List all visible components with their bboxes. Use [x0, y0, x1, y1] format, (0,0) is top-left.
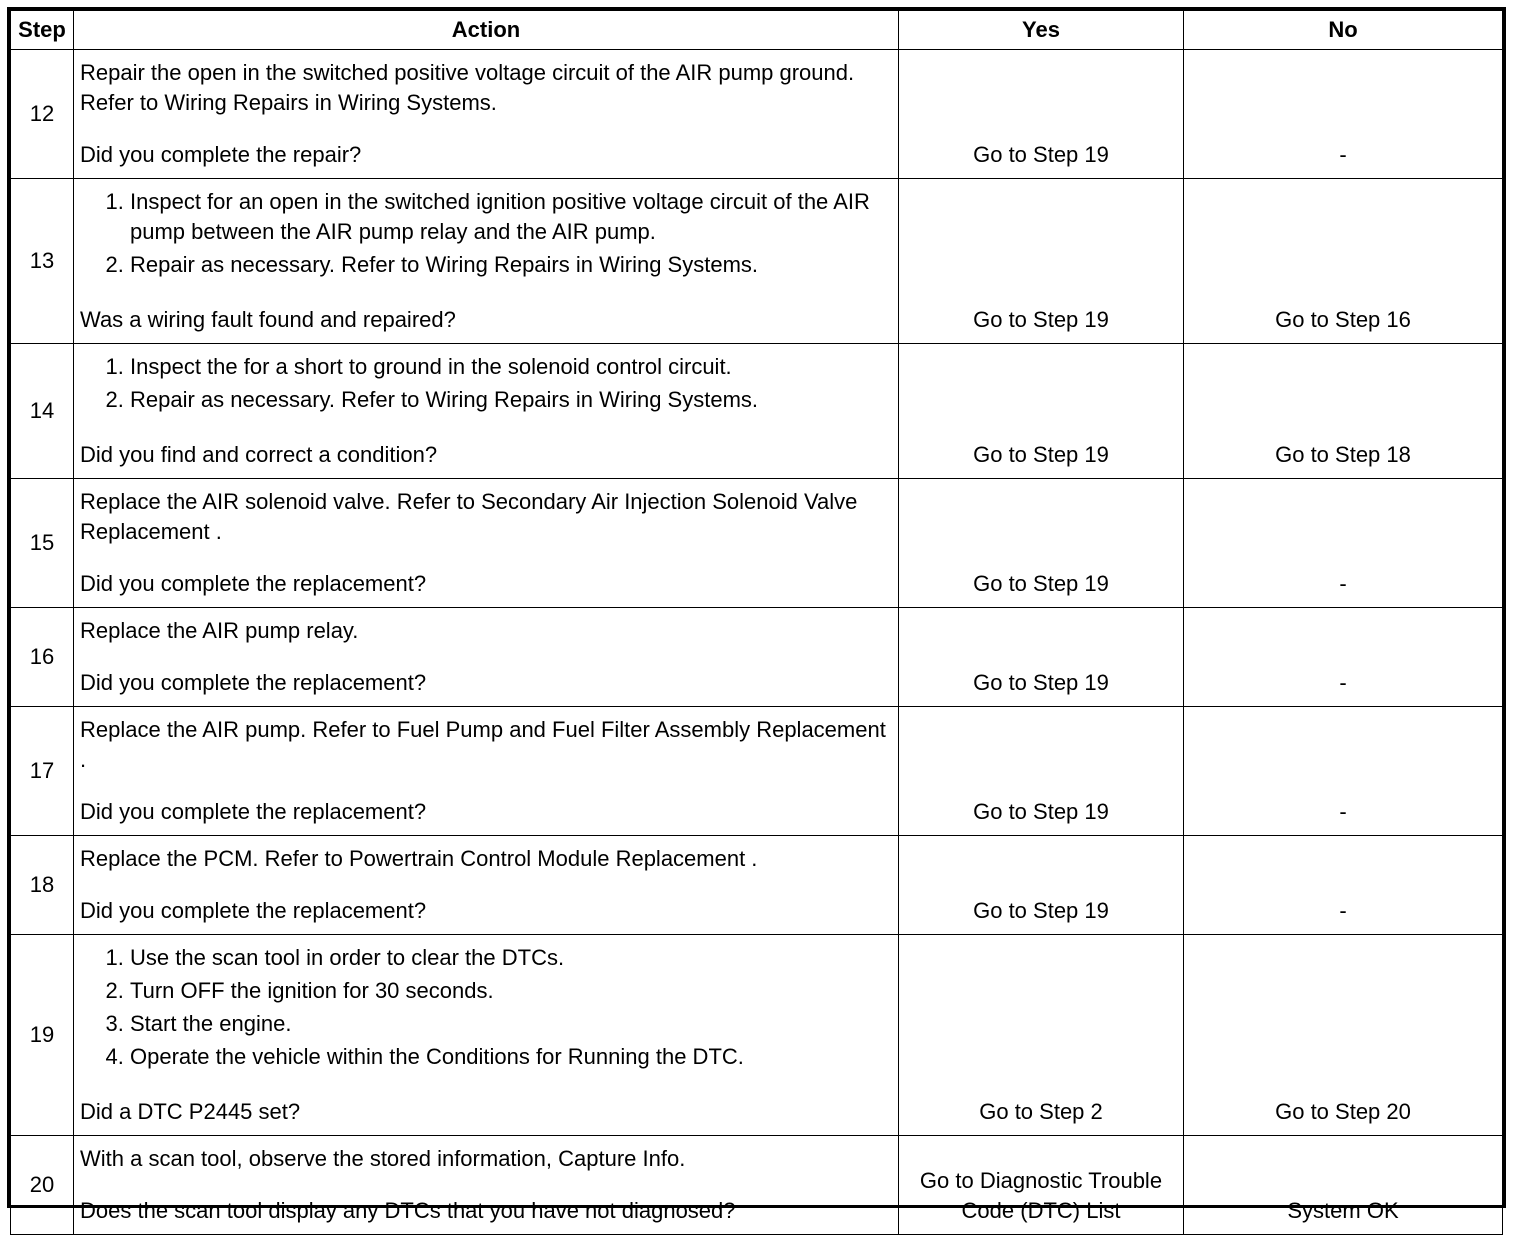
action-list [80, 187, 892, 280]
step-row-17 [11, 707, 1503, 836]
action-question: Did a DTC P2445 set? [80, 1099, 301, 1124]
action-question: Does the scan tool display any DTCs that you have not diagnosed? [80, 1198, 736, 1223]
step-number: 17 [11, 707, 74, 836]
step-number: 14 [11, 344, 74, 479]
no-cell: Go to Step 16 [1184, 179, 1503, 344]
header-row [11, 11, 1503, 50]
action-text: Replace the AIR solenoid valve. Refer to Secondary Air Injection Solenoid Valve Replacement . [80, 489, 858, 544]
yes-cell: Go to Step 2 [899, 935, 1184, 1136]
action-question: Did you complete the repair? [80, 142, 362, 167]
step-row-20 [11, 1136, 1503, 1235]
action-text: With a scan tool, observe the stored information, Capture Info. [80, 1146, 686, 1171]
no-cell: System OK [1184, 1136, 1503, 1235]
action-list-item: 2. Turn OFF the ignition for 30 seconds. [130, 976, 892, 1006]
no-cell: Go to Step 20 [1184, 935, 1503, 1136]
action-list-item: 2. Repair as necessary. Refer to Wiring Repairs in Wiring Systems. [130, 385, 892, 415]
step-number: 16 [11, 608, 74, 707]
yes-cell: Go to Diagnostic Trouble Code (DTC) List [899, 1136, 1184, 1235]
no-cell: - [1184, 707, 1503, 836]
action-list [80, 352, 892, 415]
step-row-13 [11, 179, 1503, 344]
diagnostic-table-page [7, 7, 1506, 1223]
action-list [80, 943, 892, 1072]
action-list-item: 4. Operate the vehicle within the Conditions for Running the DTC. [130, 1042, 892, 1072]
no-header: No [1184, 11, 1503, 50]
step-number: 12 [11, 50, 74, 179]
action-list-item: 2. Repair as necessary. Refer to Wiring Repairs in Wiring Systems. [130, 250, 892, 280]
action-list-item: 3. Start the engine. [130, 1009, 892, 1039]
action-text: Replace the AIR pump. Refer to Fuel Pump and Fuel Filter Assembly Replacement . [80, 717, 886, 772]
step-row-18 [11, 836, 1503, 935]
step-row-15 [11, 479, 1503, 608]
no-cell: - [1184, 836, 1503, 935]
step-number: 13 [11, 179, 74, 344]
action-list-item: 1. Inspect for an open in the switched ignition positive voltage circuit of the AIR pump between the AIR pump relay and the AIR pump. [130, 187, 892, 247]
action-cell [74, 479, 899, 608]
step-number: 20 [11, 1136, 74, 1235]
yes-cell: Go to Step 19 [899, 707, 1184, 836]
action-cell [74, 1136, 899, 1235]
action-text: Replace the AIR pump relay. [80, 618, 359, 643]
diagnostic-steps-table [10, 10, 1503, 1235]
action-cell [74, 608, 899, 707]
action-cell [74, 50, 899, 179]
no-cell: - [1184, 479, 1503, 608]
action-question: Did you complete the replacement? [80, 898, 427, 923]
action-list-item: 1. Inspect the for a short to ground in the solenoid control circuit. [130, 352, 892, 382]
action-question: Did you complete the replacement? [80, 670, 427, 695]
action-question: Did you complete the replacement? [80, 799, 427, 824]
action-question: Did you complete the replacement? [80, 571, 427, 596]
action-header: Action [74, 11, 899, 50]
no-cell: Go to Step 18 [1184, 344, 1503, 479]
action-cell [74, 935, 899, 1136]
step-number: 15 [11, 479, 74, 608]
yes-header: Yes [899, 11, 1184, 50]
yes-cell: Go to Step 19 [899, 179, 1184, 344]
yes-cell: Go to Step 19 [899, 479, 1184, 608]
step-row-14 [11, 344, 1503, 479]
action-cell [74, 707, 899, 836]
action-text: Repair the open in the switched positive voltage circuit of the AIR pump ground. Refer to Wiring Repairs in Wiring Systems. [80, 60, 855, 115]
action-cell [74, 179, 899, 344]
yes-cell: Go to Step 19 [899, 50, 1184, 179]
step-row-12 [11, 50, 1503, 179]
step-header: Step [11, 11, 74, 50]
action-question: Was a wiring fault found and repaired? [80, 307, 456, 332]
action-cell [74, 836, 899, 935]
action-question: Did you find and correct a condition? [80, 442, 438, 467]
action-cell [74, 344, 899, 479]
no-cell: - [1184, 608, 1503, 707]
yes-cell: Go to Step 19 [899, 836, 1184, 935]
yes-cell: Go to Step 19 [899, 608, 1184, 707]
step-row-16 [11, 608, 1503, 707]
step-number: 19 [11, 935, 74, 1136]
action-text: Replace the PCM. Refer to Powertrain Control Module Replacement . [80, 846, 758, 871]
yes-cell: Go to Step 19 [899, 344, 1184, 479]
step-row-19 [11, 935, 1503, 1136]
step-number: 18 [11, 836, 74, 935]
action-list-item: 1. Use the scan tool in order to clear the DTCs. [130, 943, 892, 973]
no-cell: - [1184, 50, 1503, 179]
